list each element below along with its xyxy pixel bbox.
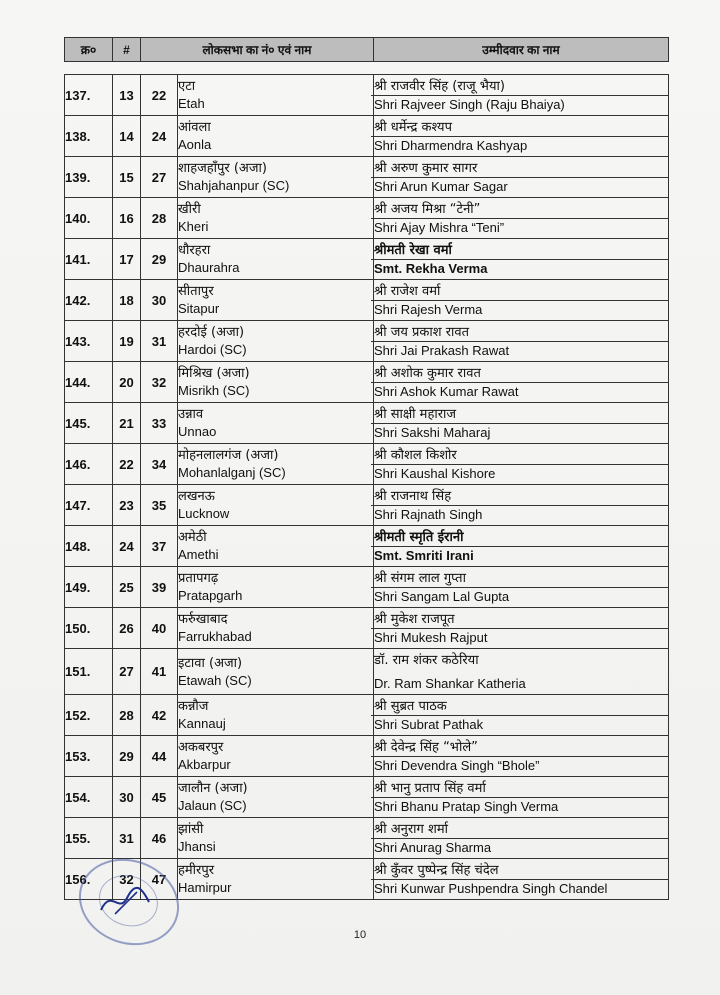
constituency-name-hindi: अकबरपुर xyxy=(178,740,224,755)
state-number: 17 xyxy=(113,239,141,280)
candidate-name xyxy=(374,485,669,526)
constituency-name-english: Hardoi (SC) xyxy=(178,342,247,357)
constituency-name xyxy=(178,859,374,900)
candidate-name-english: Shri Ashok Kumar Rawat xyxy=(371,382,668,400)
candidate-name-hindi: डॉ. राम शंकर कठेरिया xyxy=(374,652,479,668)
constituency-number: 41 xyxy=(141,649,178,695)
table-row xyxy=(65,818,669,859)
candidate-name-hindi: श्री कुँवर पुष्पेन्द्र सिंह चंदेल xyxy=(374,862,499,878)
candidate-name-english: Dr. Ram Shankar Katheria xyxy=(374,675,526,691)
constituency-name xyxy=(178,362,374,403)
constituency-name-hindi: धौरहरा xyxy=(178,243,211,258)
constituency-number: 35 xyxy=(141,485,178,526)
state-number: 32 xyxy=(113,859,141,900)
serial-number: 149. xyxy=(65,567,113,608)
candidate-name-hindi: श्री मुकेश राजपूत xyxy=(374,611,455,627)
candidate-name xyxy=(374,736,669,777)
state-number: 28 xyxy=(113,695,141,736)
constituency-name-english: Jhansi xyxy=(178,839,216,854)
serial-number: 138. xyxy=(65,116,113,157)
constituency-name xyxy=(178,485,374,526)
constituency-number: 31 xyxy=(141,321,178,362)
constituency-name xyxy=(178,608,374,649)
constituency-number: 47 xyxy=(141,859,178,900)
state-number: 16 xyxy=(113,198,141,239)
candidate-name-hindi: श्रीमती रेखा वर्मा xyxy=(374,242,452,258)
constituency-name-english: Kannauj xyxy=(178,716,226,731)
header-candidate: उम्मीदवार का नाम xyxy=(374,38,669,62)
constituency-name xyxy=(178,321,374,362)
candidate-name-english: Shri Sangam Lal Gupta xyxy=(371,587,668,605)
constituency-number: 28 xyxy=(141,198,178,239)
state-number: 29 xyxy=(113,736,141,777)
constituency-name-hindi: सीतापुर xyxy=(178,284,214,299)
constituency-name-english: Amethi xyxy=(178,547,219,562)
constituency-name xyxy=(178,116,374,157)
candidate-name-english: Shri Sakshi Maharaj xyxy=(371,423,668,441)
table-row xyxy=(65,75,669,116)
constituency-name-hindi: अमेठी xyxy=(178,530,207,545)
candidate-name xyxy=(374,403,669,444)
candidate-name xyxy=(374,239,669,280)
table-row xyxy=(65,403,669,444)
candidate-name-hindi: श्री सुब्रत पाठक xyxy=(374,698,447,714)
candidate-name-english: Shri Arun Kumar Sagar xyxy=(371,177,668,195)
constituency-name-hindi: खीरी xyxy=(178,202,201,217)
constituency-name xyxy=(178,239,374,280)
candidate-name-english: Shri Kaushal Kishore xyxy=(371,464,668,482)
state-number: 30 xyxy=(113,777,141,818)
candidate-name-english: Shri Rajesh Verma xyxy=(371,300,668,318)
state-number: 31 xyxy=(113,818,141,859)
constituency-number: 32 xyxy=(141,362,178,403)
constituency-name-english: Jalaun (SC) xyxy=(178,798,247,813)
constituency-name-english: Hamirpur xyxy=(178,880,232,895)
state-number: 27 xyxy=(113,649,141,695)
constituency-name-hindi: उन्नाव xyxy=(178,407,204,422)
constituency-name-english: Farrukhabad xyxy=(178,629,252,644)
table-row xyxy=(65,116,669,157)
serial-number: 155. xyxy=(65,818,113,859)
state-number: 26 xyxy=(113,608,141,649)
candidate-name-english: Shri Bhanu Pratap Singh Verma xyxy=(371,797,668,815)
candidate-name-hindi: श्री अरुण कुमार सागर xyxy=(374,160,478,176)
constituency-name xyxy=(178,198,374,239)
constituency-number: 42 xyxy=(141,695,178,736)
constituency-name-english: Akbarpur xyxy=(178,757,231,772)
table-row xyxy=(65,444,669,485)
candidate-name xyxy=(374,157,669,198)
candidate-name xyxy=(374,116,669,157)
candidate-name-hindi: श्री जय प्रकाश रावत xyxy=(374,324,470,340)
candidate-name xyxy=(374,695,669,736)
table-row xyxy=(65,485,669,526)
table-row xyxy=(65,321,669,362)
candidate-name xyxy=(374,362,669,403)
header-hash: # xyxy=(113,38,141,62)
constituency-name-english: Kheri xyxy=(178,219,209,234)
candidate-name-hindi: श्री साक्षी महाराज xyxy=(374,406,457,422)
constituency-number: 33 xyxy=(141,403,178,444)
constituency-number: 44 xyxy=(141,736,178,777)
constituency-number: 30 xyxy=(141,280,178,321)
state-number: 21 xyxy=(113,403,141,444)
handwritten-signature xyxy=(97,880,157,920)
serial-number: 148. xyxy=(65,526,113,567)
constituency-number: 29 xyxy=(141,239,178,280)
constituency-number: 24 xyxy=(141,116,178,157)
table-body xyxy=(65,75,669,900)
constituency-name xyxy=(178,444,374,485)
candidate-name-english: Shri Devendra Singh “Bhole” xyxy=(371,756,668,774)
constituency-name-english: Unnao xyxy=(178,424,217,439)
header-constituency: लोकसभा का नं० एवं नाम xyxy=(141,38,374,62)
constituency-name-hindi: मोहनलालगंज (अजा) xyxy=(178,448,279,463)
serial-number: 139. xyxy=(65,157,113,198)
page-number: 10 xyxy=(353,929,367,941)
constituency-number: 37 xyxy=(141,526,178,567)
constituency-name xyxy=(178,403,374,444)
candidate-name-hindi: श्री अजय मिश्रा “टेनी” xyxy=(374,201,481,217)
constituency-name xyxy=(178,649,374,695)
state-number: 25 xyxy=(113,567,141,608)
candidate-name-english: Smt. Smriti Irani xyxy=(371,546,668,564)
table-row xyxy=(65,526,669,567)
table-row xyxy=(65,608,669,649)
candidate-name-hindi: श्री भानु प्रताप सिंह वर्मा xyxy=(374,780,486,796)
constituency-name xyxy=(178,280,374,321)
serial-number: 147. xyxy=(65,485,113,526)
state-number: 18 xyxy=(113,280,141,321)
constituency-name-english: Lucknow xyxy=(178,506,230,521)
candidate-name xyxy=(374,280,669,321)
table-row xyxy=(65,280,669,321)
constituency-name-english: Mohanlalganj (SC) xyxy=(178,465,286,480)
serial-number: 137. xyxy=(65,75,113,116)
serial-number: 145. xyxy=(65,403,113,444)
constituency-number: 40 xyxy=(141,608,178,649)
constituency-name-english: Shahjahanpur (SC) xyxy=(178,178,290,193)
constituency-name-english: Pratapgarh xyxy=(178,588,243,603)
state-number: 15 xyxy=(113,157,141,198)
candidate-name-english: Shri Anurag Sharma xyxy=(371,838,668,856)
candidate-name-english: Smt. Rekha Verma xyxy=(371,259,668,277)
serial-number: 154. xyxy=(65,777,113,818)
table-row xyxy=(65,157,669,198)
constituency-name xyxy=(178,567,374,608)
header-serial: क्र० xyxy=(65,38,113,62)
candidate-name-hindi: श्री राजेश वर्मा xyxy=(374,283,441,299)
constituency-name xyxy=(178,818,374,859)
candidate-name-english: Shri Mukesh Rajput xyxy=(371,628,668,646)
candidate-name xyxy=(374,75,669,116)
constituency-name-hindi: हरदोई (अजा) xyxy=(178,325,245,340)
serial-number: 146. xyxy=(65,444,113,485)
candidate-name-english: Shri Ajay Mishra “Teni” xyxy=(371,218,668,236)
candidate-name-hindi: श्रीमती स्मृति ईरानी xyxy=(374,529,464,545)
candidate-name-english: Shri Dharmendra Kashyap xyxy=(371,136,668,154)
candidate-table xyxy=(64,37,669,900)
table-row xyxy=(65,695,669,736)
constituency-name-english: Aonla xyxy=(178,137,212,152)
state-number: 20 xyxy=(113,362,141,403)
candidate-name-hindi: श्री धर्मेन्द्र कश्यप xyxy=(374,119,452,135)
serial-number: 144. xyxy=(65,362,113,403)
constituency-name-hindi: शाहजहाँपुर (अजा) xyxy=(178,161,267,176)
serial-number: 153. xyxy=(65,736,113,777)
state-number: 19 xyxy=(113,321,141,362)
state-number: 22 xyxy=(113,444,141,485)
candidate-name-english: Shri Kunwar Pushpendra Singh Chandel xyxy=(371,879,668,897)
table-row xyxy=(65,239,669,280)
table-row xyxy=(65,736,669,777)
table-row xyxy=(65,777,669,818)
candidate-name-hindi: श्री देवेन्द्र सिंह “भोले” xyxy=(374,739,478,755)
candidate-name-hindi: श्री राजनाथ सिंह xyxy=(374,488,452,504)
constituency-name-hindi: झांसी xyxy=(178,822,204,837)
candidate-name xyxy=(374,777,669,818)
serial-number: 140. xyxy=(65,198,113,239)
state-number: 23 xyxy=(113,485,141,526)
serial-number: 150. xyxy=(65,608,113,649)
candidate-name xyxy=(374,859,669,900)
table-row xyxy=(65,198,669,239)
constituency-name xyxy=(178,157,374,198)
constituency-name xyxy=(178,695,374,736)
candidate-name xyxy=(374,321,669,362)
constituency-name-hindi: हमीरपुर xyxy=(178,863,215,878)
candidate-name-hindi: श्री राजवीर सिंह (राजू भैया) xyxy=(374,78,505,94)
candidate-name-english: Shri Subrat Pathak xyxy=(371,715,668,733)
constituency-number: 27 xyxy=(141,157,178,198)
candidate-name xyxy=(374,608,669,649)
state-number: 14 xyxy=(113,116,141,157)
constituency-name-english: Dhaurahra xyxy=(178,260,240,275)
constituency-name xyxy=(178,75,374,116)
serial-number: 151. xyxy=(65,649,113,695)
candidate-name-hindi: श्री अनुराग शर्मा xyxy=(374,821,448,837)
serial-number: 152. xyxy=(65,695,113,736)
constituency-number: 22 xyxy=(141,75,178,116)
constituency-name-english: Misrikh (SC) xyxy=(178,383,250,398)
constituency-number: 39 xyxy=(141,567,178,608)
candidate-name-hindi: श्री कौशल किशोर xyxy=(374,447,457,463)
candidate-name xyxy=(374,649,669,695)
constituency-number: 45 xyxy=(141,777,178,818)
serial-number: 142. xyxy=(65,280,113,321)
state-number: 13 xyxy=(113,75,141,116)
candidate-name xyxy=(374,444,669,485)
constituency-name-hindi: प्रतापगढ़ xyxy=(178,571,219,586)
candidate-name-english: Shri Rajnath Singh xyxy=(371,505,668,523)
constituency-number: 46 xyxy=(141,818,178,859)
constituency-name-hindi: लखनऊ xyxy=(178,489,215,504)
constituency-name-hindi: आंवला xyxy=(178,120,211,135)
constituency-name xyxy=(178,736,374,777)
constituency-name-english: Sitapur xyxy=(178,301,220,316)
candidate-name-english: Shri Jai Prakash Rawat xyxy=(371,341,668,359)
state-number: 24 xyxy=(113,526,141,567)
constituency-name-hindi: कन्नौज xyxy=(178,699,209,714)
candidate-name-english: Shri Rajveer Singh (Raju Bhaiya) xyxy=(371,95,668,113)
constituency-name-hindi: एटा xyxy=(178,79,196,94)
table-header-row xyxy=(65,38,669,62)
candidate-name xyxy=(374,526,669,567)
table-row xyxy=(65,362,669,403)
candidate-name xyxy=(374,818,669,859)
table-row xyxy=(65,649,669,695)
candidate-name xyxy=(374,198,669,239)
constituency-name-hindi: जालौन (अजा) xyxy=(178,781,248,796)
candidate-name-hindi: श्री अशोक कुमार रावत xyxy=(374,365,481,381)
constituency-name-hindi: मिश्रिख (अजा) xyxy=(178,366,250,381)
serial-number: 143. xyxy=(65,321,113,362)
candidate-name xyxy=(374,567,669,608)
constituency-name-english: Etawah (SC) xyxy=(178,672,252,688)
table-row xyxy=(65,567,669,608)
constituency-name-hindi: फर्रुखाबाद xyxy=(178,612,228,627)
constituency-name xyxy=(178,526,374,567)
constituency-name-hindi: इटावा (अजा) xyxy=(178,655,243,671)
serial-number: 141. xyxy=(65,239,113,280)
candidate-name-hindi: श्री संगम लाल गुप्ता xyxy=(374,570,466,586)
constituency-number: 34 xyxy=(141,444,178,485)
constituency-name xyxy=(178,777,374,818)
serial-number: 156. xyxy=(65,859,113,900)
constituency-name-english: Etah xyxy=(178,96,205,111)
